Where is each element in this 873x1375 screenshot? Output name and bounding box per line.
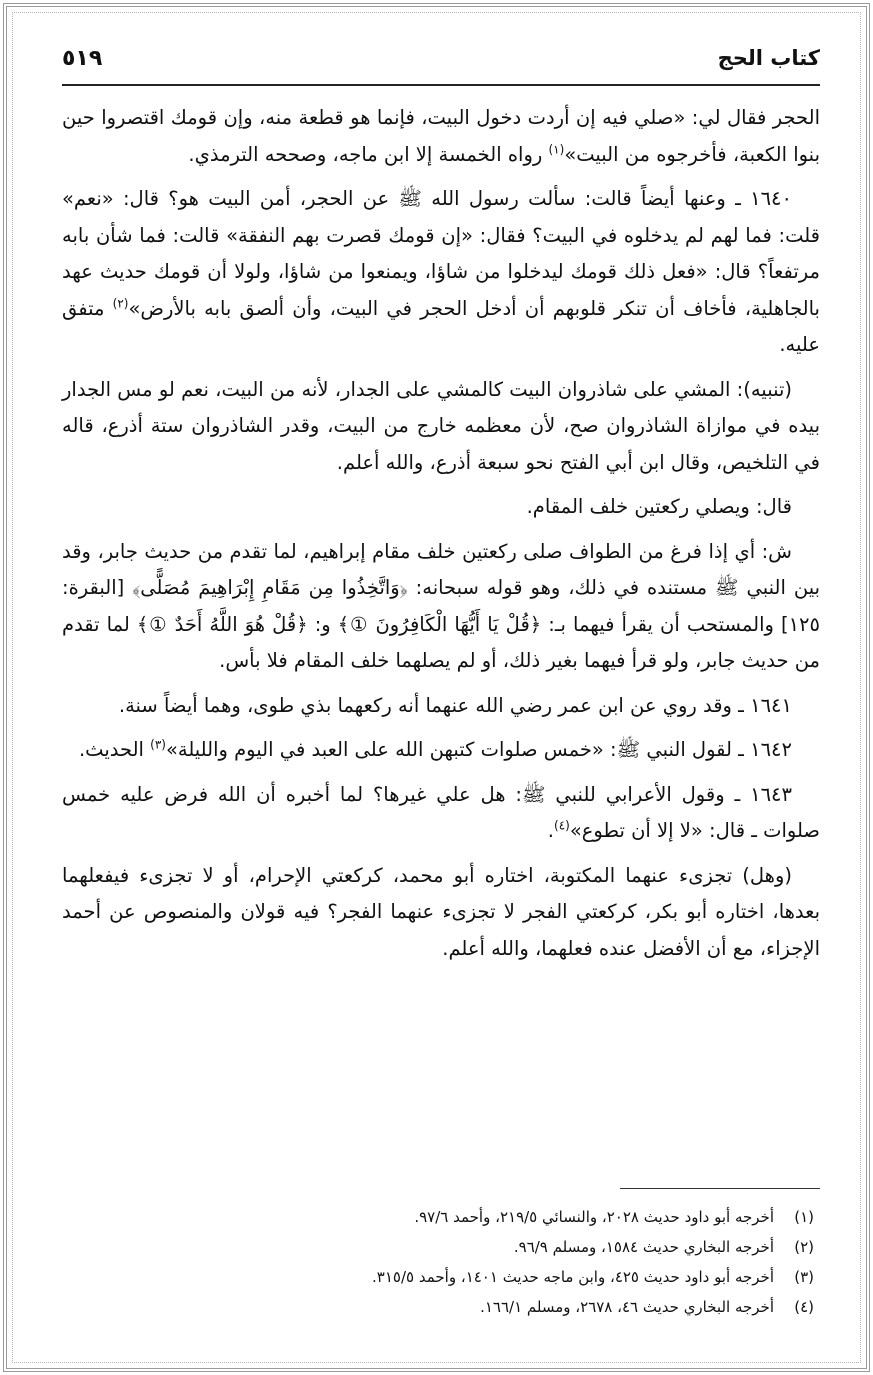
- paragraph: [62, 489, 820, 526]
- footnote-ref: (٣): [150, 737, 166, 752]
- footnote-text: أخرجه البخاري حديث ٤٦، ٢٦٧٨، ومسلم ١٦٦/١.: [480, 1298, 774, 1316]
- paragraph-text: .: [547, 819, 554, 842]
- footnote-ref: (١): [548, 142, 565, 156]
- paragraph: [62, 372, 820, 482]
- paragraph: [62, 688, 820, 725]
- footnote-item: [62, 1202, 820, 1232]
- footnote-text: أخرجه أبو داود حديث ٤٢٥، وابن ماجه حديث ١٤٠١، وأحمد ٣١٥/٥.: [372, 1268, 774, 1286]
- paragraph-text: ش: أي إذا فرغ من الطواف صلى ركعتين خلف مقام إبراهيم، لما تقدم من حديث جابر، وقد بين النبي ﷺ مستنده في ذلك، وهو قوله سبحانه: ﴿وَاتَّخِذُوا مِن مَقَامِ إِبْرَاهِيمَ مُصَلًّى﴾ [البقرة: ١٢٥] والمستحب أن يقرأ فيهما بـ: ﴿قُلْ يَا أَيُّهَا الْكَافِرُونَ ①﴾ و: ﴿قُلْ هُوَ اللَّهُ أَحَدٌ ①﴾ لما تقدم من حديث جابر، ولو قرأ فيهما بغير ذلك، أو لم يصلهما خلف المقام فلا بأس.: [62, 539, 820, 672]
- page-header: [62, 40, 820, 86]
- footnote-mark: (٤): [794, 1298, 814, 1316]
- paragraph-text: ١٦٤٣ ـ وقول الأعرابي للنبي ﷺ: هل علي غيرها؟ لما أخبره أن الله فرض عليه خمس صلوات ـ قال: «لا إلا أن تطوع»: [62, 782, 820, 842]
- footnote-mark: (٢): [794, 1238, 814, 1256]
- paragraph-text: متفق عليه.: [62, 296, 820, 356]
- footnote-item: [62, 1262, 820, 1292]
- paragraph: [62, 100, 820, 173]
- footnote-mark: (١): [794, 1208, 814, 1226]
- paragraph: [62, 777, 820, 850]
- footnote-ref: (٤): [554, 818, 570, 833]
- chapter-title: كتاب الحج: [717, 46, 820, 70]
- footnote-item: [62, 1292, 820, 1322]
- paragraph-text: ١٦٤١ ـ وقد روي عن ابن عمر رضي الله عنهما أنه ركعهما بذي طوى، وهما أيضاً سنة.: [118, 693, 792, 717]
- paragraph-text: (وهل) تجزىء عنهما المكتوبة، اختاره أبو محمد، كركعتي الإحرام، أو لا تجزىء فيفعلهما بعدها، اختاره أبو بكر، كركعتي الفجر لا تجزىء عنهما الفجر؟ فيه قولان والمنصوص عن أحمد الإجزاء، مع أن الأفضل عنده فعلهما، والله أعلم.: [62, 863, 820, 960]
- paragraph-text: (تنبيه): المشي على شاذروان البيت كالمشي على الجدار، لأنه من البيت، نعم لو مس الجدار بيده في موازاة الشاذروان صح، لأن معظمه خارج من البيت، وقدر الشاذروان ستة أذرع، قاله في التلخيص، وقال ابن أبي الفتح نحو سبعة أذرع، والله أعلم.: [62, 377, 820, 474]
- paragraph-text: رواه الخمسة إلا ابن ماجه، وصححه الترمذي.: [188, 142, 549, 166]
- paragraph-text: ١٦٤٠ ـ وعنها أيضاً قالت: سألت رسول الله ﷺ عن الحجر، أمن البيت هو؟ قال: «نعم» قلت: فما لهم لم يدخلوه في البيت؟ فقال: «إن قومك قصرت بهم النفقة» قالت: فما شأن بابه مرتفعاً؟ قال: «فعل ذلك قومك ليدخلوا من شاؤا، ويمنعوا من شاؤا، ولولا أن قومك حديث عهد بالجاهلية، فأخاف أن تنكر قلوبهم أن أدخل الحجر في البيت، وأن ألصق بابه بالأرض»: [62, 187, 820, 320]
- footnotes: [62, 1202, 820, 1322]
- paragraph-text: الحجر فقال لي: «صلي فيه إن أردت دخول البيت، فإنما هو قطعة منه، وإن قومك اقتصروا حين بنوا الكعبة، فأخرجوه من البيت»: [62, 106, 820, 166]
- paragraph-text: ١٦٤٢ ـ لقول النبي ﷺ: «خمس صلوات كتبهن الله على العبد في اليوم والليلة»: [165, 738, 792, 761]
- paragraph: [62, 534, 820, 680]
- book-page: [62, 40, 820, 1350]
- paragraph: [62, 181, 820, 364]
- paragraph-text: قال: ويصلي ركعتين خلف المقام.: [526, 495, 792, 518]
- paragraph: [62, 858, 820, 968]
- paragraph: [62, 732, 820, 769]
- footnote-text: أخرجه البخاري حديث ١٥٨٤، ومسلم ٩٦/٩.: [513, 1238, 774, 1256]
- footnote-text: أخرجه أبو داود حديث ٢٠٢٨، والنسائي ٢١٩/٥، وأحمد ٩٧/٦.: [414, 1208, 774, 1226]
- footnote-mark: (٣): [794, 1268, 814, 1286]
- footnote-separator: [620, 1188, 820, 1189]
- page-number: ٥١٩: [62, 46, 103, 71]
- main-text: [62, 100, 820, 975]
- footnote-item: [62, 1232, 820, 1262]
- footnote-ref: (٢): [112, 296, 129, 310]
- paragraph-text: الحديث.: [78, 738, 151, 761]
